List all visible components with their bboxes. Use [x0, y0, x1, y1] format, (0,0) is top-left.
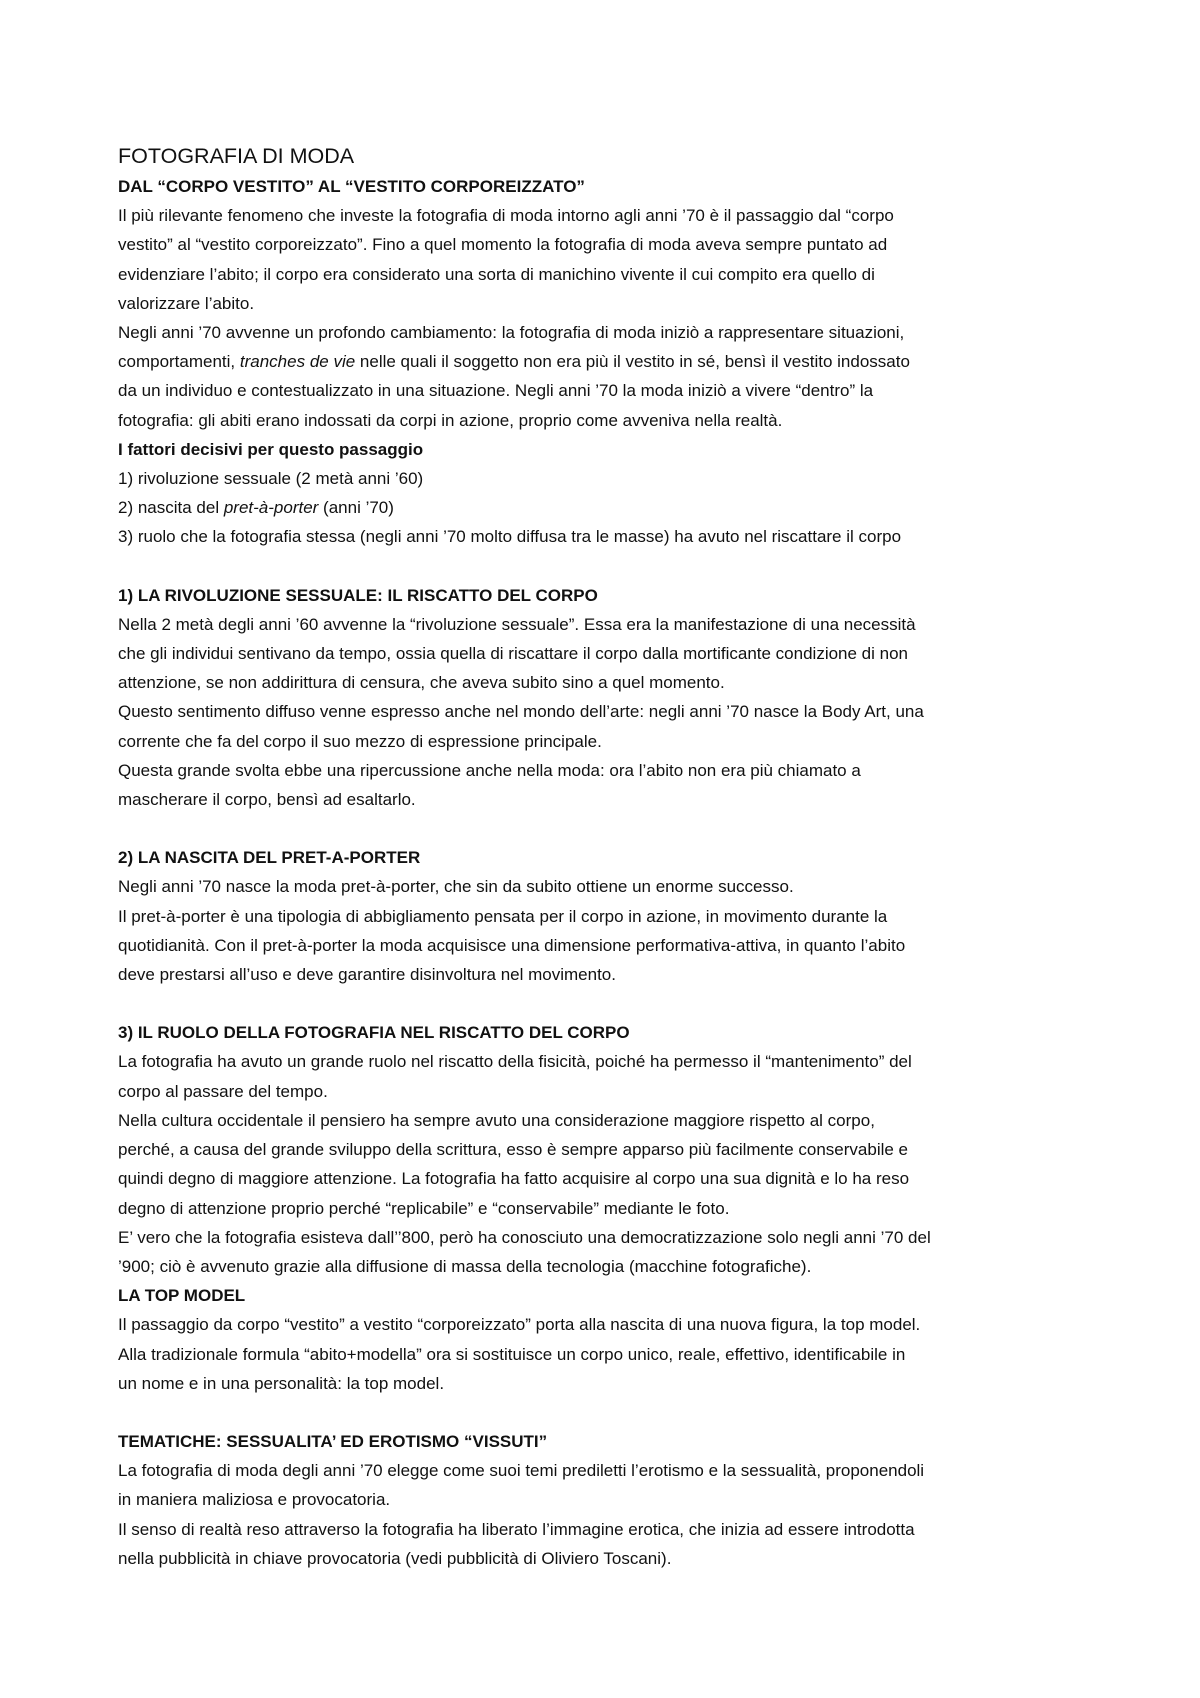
factors-heading: I fattori decisivi per questo passaggio	[118, 439, 424, 459]
section-3-line: Nella cultura occidentale il pensiero ha sempre avuto una considerazione maggiore rispetto al corpo,	[118, 1110, 875, 1130]
italic-term: tranches de vie	[239, 352, 356, 372]
section-3-line: La fotografia ha avuto un grande ruolo nel riscatto della fisicità, poiché ha permesso il “mantenimento” del	[118, 1052, 912, 1072]
factor-item-1: 1) rivoluzione sessuale (2 metà anni ’60)	[118, 469, 424, 489]
intro-line: Il più rilevante fenomeno che investe la fotografia di moda intorno agli anni ’70 è il passaggio dal “corpo	[118, 206, 894, 226]
spacer	[118, 814, 1098, 843]
spacer	[118, 552, 1098, 581]
text-run: comportamenti,	[118, 352, 240, 372]
section-2-heading: 2) LA NASCITA DEL PRET-A-PORTER	[118, 848, 421, 868]
tematiche-line: nella pubblicità in chiave provocatoria (vedi pubblicità di Oliviero Toscani).	[118, 1548, 672, 1568]
section-1-line: che gli individui sentivano da tempo, ossia quella di riscattare il corpo dalla mortificante condizione di non	[118, 644, 909, 664]
top-model-heading: LA TOP MODEL	[118, 1286, 246, 1306]
section-1-heading: 1) LA RIVOLUZIONE SESSUALE: IL RISCATTO DEL CORPO	[118, 585, 598, 605]
section-3-line: ’900; ciò è avvenuto grazie alla diffusione di massa della tecnologia (macchine fotografiche).	[118, 1256, 812, 1276]
intro-line: fotografia: gli abiti erano indossati da corpi in azione, proprio come avveniva nella realtà.	[118, 410, 783, 430]
text-run: (anni ’70)	[318, 498, 394, 518]
section-2-line: deve prestarsi all’uso e deve garantire disinvoltura nel movimento.	[118, 965, 616, 985]
section-2-line: Il pret-à-porter è una tipologia di abbigliamento pensata per il corpo in azione, in movimento durante la	[118, 906, 888, 926]
section-1-line: corrente che fa del corpo il suo mezzo di espressione principale.	[118, 731, 602, 751]
text-run: 2) nascita del	[118, 498, 224, 518]
top-model-line: Il passaggio da corpo “vestito” a vestito “corporeizzato” porta alla nascita di una nuova figura, la top model.	[118, 1315, 921, 1335]
section-1-line: attenzione, se non addirittura di censura, che aveva subito sino a quel momento.	[118, 673, 725, 693]
section-1-line: Questo sentimento diffuso venne espresso anche nel mondo dell’arte: negli anni ’70 nasce la Body Art, una	[118, 702, 924, 722]
section-3-line: quindi degno di maggiore attenzione. La fotografia ha fatto acquisire al corpo una sua dignità e lo ha reso	[118, 1169, 910, 1189]
intro-line: vestito” al “vestito corporeizzato”. Fino a quel momento la fotografia di moda aveva sempre puntato ad	[118, 235, 888, 255]
top-model-line: un nome e in una personalità: la top model.	[118, 1373, 445, 1393]
top-model-line: Alla tradizionale formula “abito+modella” ora si sostituisce un corpo unico, reale, effettivo, identificabile in	[118, 1344, 906, 1364]
document-subtitle: DAL “CORPO VESTITO” AL “VESTITO CORPOREIZZATO”	[118, 177, 585, 196]
section-2-line: quotidianità. Con il pret-à-porter la moda acquisisce una dimensione performativa-attiva, in quanto l’abito	[118, 935, 906, 955]
section-3-line: degno di attenzione proprio perché “replicabile” e “conservabile” mediante le foto.	[118, 1198, 730, 1218]
section-3-line: E’ vero che la fotografia esisteva dall’’800, però ha conosciuto una democratizzazione solo negli anni ’70 del	[118, 1227, 931, 1247]
spacer	[118, 1398, 1098, 1427]
spacer	[118, 989, 1098, 1018]
factor-item-3: 3) ruolo che la fotografia stessa (negli anni ’70 molto diffusa tra le masse) ha avuto nel riscattare il corpo	[118, 527, 902, 547]
tematiche-heading: TEMATICHE: SESSUALITA’ ED EROTISMO “VISSUTI”	[118, 1431, 548, 1451]
intro-line: evidenziare l’abito; il corpo era considerato una sorta di manichino vivente il cui compito era quello di	[118, 264, 875, 284]
section-1-line: Nella 2 metà degli anni ’60 avvenne la “rivoluzione sessuale”. Essa era la manifestazione di una necessità	[118, 614, 916, 634]
section-3-line: corpo al passare del tempo.	[118, 1081, 328, 1101]
tematiche-line: La fotografia di moda degli anni ’70 elegge come suoi temi prediletti l’erotismo e la sessualità, proponendoli	[118, 1461, 925, 1481]
tematiche-line: in maniera maliziosa e provocatoria.	[118, 1490, 391, 1510]
intro-line: Negli anni ’70 avvenne un profondo cambiamento: la fotografia di moda iniziò a rappresentare situazioni,	[118, 323, 905, 343]
section-1-line: mascherare il corpo, bensì ad esaltarlo.	[118, 790, 416, 810]
document-title: FOTOGRAFIA DI MODA	[118, 144, 355, 168]
tematiche-line: Il senso di realtà reso attraverso la fotografia ha liberato l’immagine erotica, che inizia ad essere introdotta	[118, 1519, 915, 1539]
factor-item-2	[118, 493, 1098, 522]
text-run: nelle quali il soggetto non era più il vestito in sé, bensì il vestito indossato	[355, 352, 910, 372]
intro-line: da un individuo e contestualizzato in una situazione. Negli anni ’70 la moda iniziò a vivere “dentro” la	[118, 381, 874, 401]
section-3-line: perché, a causa del grande sviluppo della scrittura, esso è sempre apparso più facilmente conservabile e	[118, 1140, 909, 1160]
section-3-heading: 3) IL RUOLO DELLA FOTOGRAFIA NEL RISCATTO DEL CORPO	[118, 1023, 630, 1043]
intro-line	[118, 347, 1098, 376]
section-2-line: Negli anni ’70 nasce la moda pret-à-porter, che sin da subito ottiene un enorme successo.	[118, 877, 794, 897]
section-1-line: Questa grande svolta ebbe una ripercussione anche nella moda: ora l’abito non era più chiamato a	[118, 760, 861, 780]
intro-line: valorizzare l’abito.	[118, 293, 255, 313]
document-page	[118, 140, 1098, 1573]
italic-term: pret-à-porter	[223, 498, 319, 518]
